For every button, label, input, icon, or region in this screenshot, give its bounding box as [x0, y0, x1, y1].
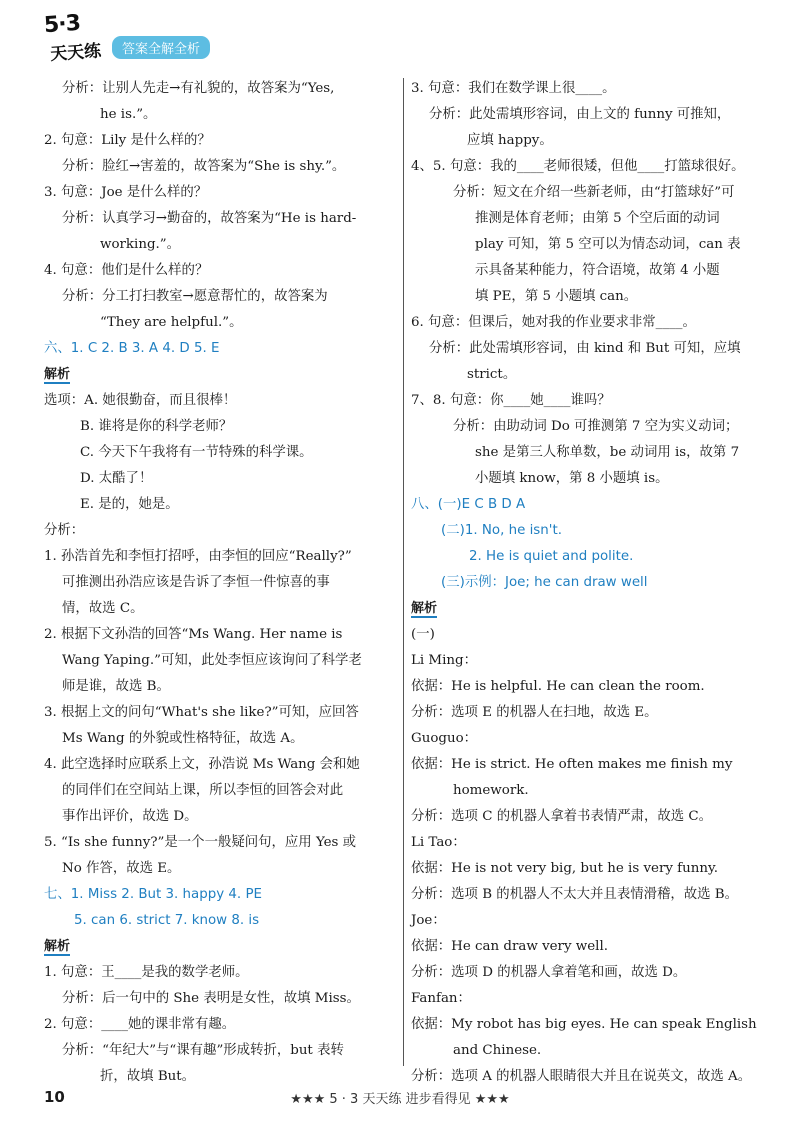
text-line: 分析：选项 C 的机器人拿着书表情严肃，故选 C。 [411, 809, 713, 824]
section-heading-label: 解析 [411, 601, 438, 616]
text-line: 分析：脸红→害羞的，故答案为“She is shy.”。 [62, 159, 346, 174]
text-line: 小题填 know，第 8 小题填 is。 [475, 471, 669, 486]
answer-line: (三)示例：Joe; he can draw well [441, 575, 648, 590]
text-line: strict。 [467, 367, 517, 382]
text-line: 分析：选项 D 的机器人拿着笔和画，故选 D。 [411, 965, 687, 980]
text-line: working.”。 [100, 237, 181, 252]
text-line: 分析：“年纪大”与“课有趣”形成转折，but 表转 [62, 1043, 344, 1058]
section-heading [44, 934, 390, 960]
text-line: homework. [453, 783, 529, 798]
text-line: 3. 根据上文的问句“What's she like?”可知，应回答 [44, 705, 359, 720]
text-line: 分析：短文在介绍一些新老师，由“打篮球好”可 [453, 185, 735, 200]
logo-main: 5·3 [43, 10, 81, 39]
text-line: 事作出评价，故选 D。 [62, 809, 198, 824]
text-line: 分析：此处需填形容词，由上文的 funny 可推知， [429, 107, 731, 122]
answer-line: 七、1. Miss 2. But 3. happy 4. PE [44, 887, 262, 902]
text-line: 2. 句意：Lily 是什么样的？ [44, 133, 211, 148]
text-line: 示具备某种能力，符合语境，故第 4 小题 [475, 263, 720, 278]
section-heading [44, 362, 390, 388]
text-line: 的同伴们在空间站上课，所以李恒的回答会对此 [62, 783, 344, 798]
text-line: Ms Wang 的外貌或性格特征，故选 A。 [62, 731, 304, 746]
text-line: 分析：分工打扫教室→愿意帮忙的，故答案为 [62, 289, 328, 304]
text-line: 6. 句意：但课后，她对我的作业要求非常____。 [411, 315, 696, 330]
section-heading [411, 596, 761, 622]
text-line: No 作答，故选 E。 [62, 861, 181, 876]
text-line: Guoguo： [411, 731, 478, 746]
text-line: 分析：选项 A 的机器人眼睛很大并且在说英文，故选 A。 [411, 1069, 752, 1084]
text-line: Wang Yaping.”可知，此处李恒应该询问了科学老 [62, 653, 362, 668]
text-line: C. 今天下午我将有一节特殊的科学课。 [80, 445, 313, 460]
text-line: 分析：选项 B 的机器人不太大并且表情滑稽，故选 B。 [411, 887, 739, 902]
text-line: 5. “Is she funny?”是一个一般疑问句，应用 Yes 或 [44, 835, 357, 850]
text-line: 依据：My robot has big eyes. He can speak English [411, 1017, 757, 1032]
right-column [411, 76, 761, 1090]
text-line: 分析：选项 E 的机器人在扫地，故选 E。 [411, 705, 658, 720]
answer-line: 六、1. C 2. B 3. A 4. D 5. E [44, 341, 220, 356]
text-line: 4. 句意：他们是什么样的？ [44, 263, 209, 278]
logo-sub: 天天练 [49, 41, 102, 65]
text-line: 可推测出孙浩应该是告诉了李恒一件惊喜的事 [62, 575, 330, 590]
answer-line: (二)1. No, he isn't. [441, 523, 562, 538]
text-line: 分析：由助动词 Do 可推测第 7 空为实义动词； [453, 419, 739, 434]
text-line: D. 太酷了！ [80, 471, 153, 486]
answer-line: 5. can 6. strict 7. know 8. is [74, 913, 260, 928]
text-line: 2. 根据下文孙浩的回答“Ms Wang. Her name is [44, 627, 343, 642]
text-line: 分析：认真学习→勤奋的，故答案为“He is hard- [62, 211, 357, 226]
left-column [44, 76, 390, 1090]
text-line: 填 PE，第 5 小题填 can。 [475, 289, 638, 304]
text-line: 情，故选 C。 [62, 601, 144, 616]
answer-line: 2. He is quiet and polite. [469, 549, 634, 564]
text-line: 推测是体育老师；由第 5 个空后面的动词 [475, 211, 720, 226]
page-number: 10 [44, 1088, 65, 1106]
brand-logo [43, 10, 114, 70]
text-line: 依据：He can draw very well. [411, 939, 608, 954]
text-line: play 可知，第 5 空可以为情态动词，can 表 [475, 237, 741, 252]
text-line: 1. 句意：王____是我的数学老师。 [44, 965, 249, 980]
text-line: B. 谁将是你的科学老师？ [80, 419, 233, 434]
text-line: 3. 句意：Joe 是什么样的？ [44, 185, 208, 200]
text-line: 依据：He is not very big, but he is very funny. [411, 861, 719, 876]
text-line: 分析：此处需填形容词，由 kind 和 But 可知，应填 [429, 341, 741, 356]
text-line: 4、5. 句意：我的____老师很矮，但他____打篮球很好。 [411, 159, 745, 174]
text-line: 选项：A. 她很勤奋，而且很棒！ [44, 393, 237, 408]
text-line: 师是谁，故选 B。 [62, 679, 170, 694]
text-line: 依据：He is helpful. He can clean the room. [411, 679, 705, 694]
answer-line: 八、(一)E C B D A [411, 497, 526, 512]
text-line: Joe： [411, 913, 446, 928]
text-line: 应填 happy。 [467, 133, 553, 148]
text-line: “They are helpful.”。 [100, 315, 243, 330]
text-line: (一) [411, 627, 435, 642]
text-line: 依据：He is strict. He often makes me finish my [411, 757, 733, 772]
text-line: 折，故填 But。 [100, 1069, 196, 1084]
text-line: she 是第三人称单数，be 动词用 is，故第 7 [475, 445, 740, 460]
section-heading-label: 解析 [44, 367, 71, 382]
text-line: and Chinese. [453, 1043, 542, 1058]
column-divider [403, 78, 404, 1066]
text-line: 分析：后一句中的 She 表明是女性，故填 Miss。 [62, 991, 360, 1006]
section-tag: 答案全解全析 [112, 36, 210, 59]
text-line: 3. 句意：我们在数学课上很____。 [411, 81, 616, 96]
text-line: 2. 句意：____她的课非常有趣。 [44, 1017, 236, 1032]
text-line: 1. 孙浩首先和李恒打招呼，由李恒的回应“Really?” [44, 549, 352, 564]
text-line: he is.”。 [100, 107, 157, 122]
text-line: Li Tao： [411, 835, 466, 850]
text-line: 分析： [44, 523, 85, 538]
text-line: E. 是的，她是。 [80, 497, 179, 512]
text-line: Fanfan： [411, 991, 471, 1006]
text-line: 4. 此空选择时应联系上文，孙浩说 Ms Wang 会和她 [44, 757, 360, 772]
text-line: Li Ming： [411, 653, 478, 668]
section-heading-label: 解析 [44, 939, 71, 954]
text-line: 分析：让别人先走→有礼貌的，故答案为“Yes, [62, 81, 335, 96]
footer-slogan: ★★★ 5 · 3 天天练 进步看得见 ★★★ [290, 1092, 510, 1107]
text-line: 7、8. 句意：你____她____谁吗？ [411, 393, 611, 408]
